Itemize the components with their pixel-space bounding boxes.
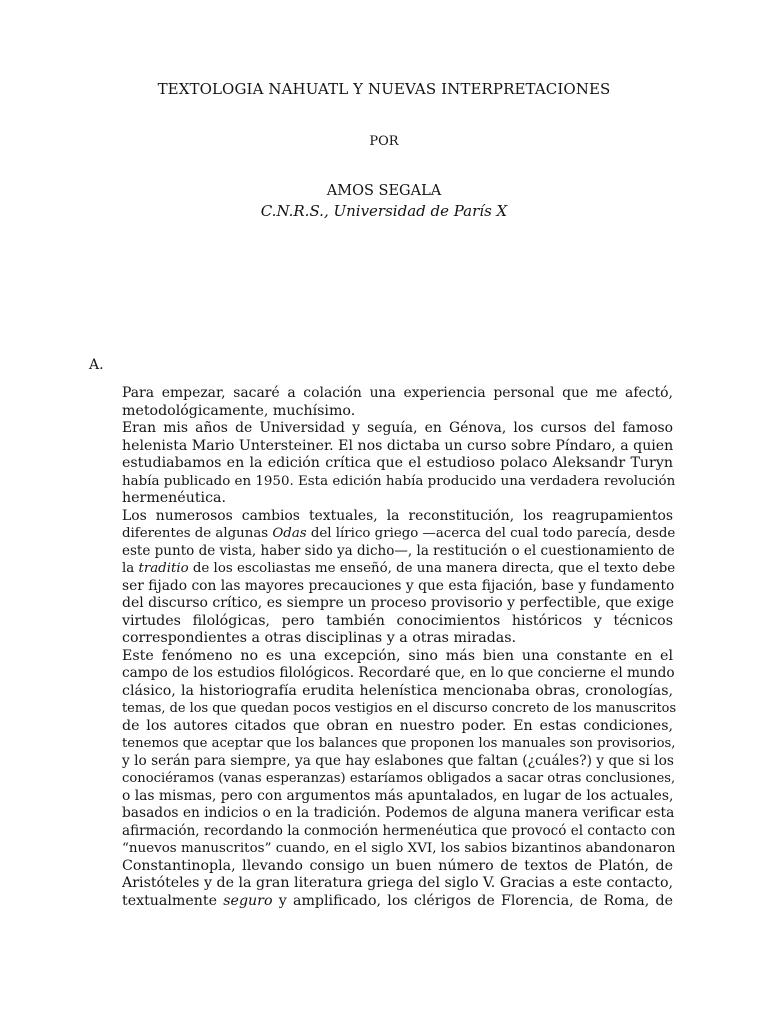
- text-line: clásico, la historiografía erudita helenística mencionaba obras, cronologías,: [122, 682, 673, 699]
- text-line: tenemos que aceptar que los balances que proponen los manuales son provisorios,: [122, 736, 676, 751]
- text-line: conociéramos (vanas esperanzas) estaríamos obligados a sacar otras conclusiones,: [122, 771, 676, 786]
- text-line: de los autores citados que obran en nuestro poder. En estas condiciones,: [122, 717, 673, 734]
- text-line: afirmación, recordando la conmoción hermenéutica que provocó el contacto con: [122, 822, 676, 839]
- italic-term: traditio: [138, 561, 189, 576]
- text-line: este punto de vista, haber sido ya dicho—, la restitución o el cuestionamiento de: [122, 542, 675, 559]
- italic-term: Odas: [272, 526, 307, 541]
- paragraph-2: [89, 420, 676, 508]
- text-run: la: [122, 561, 139, 576]
- text-run: diferentes de algunas: [122, 526, 273, 541]
- text-line: ser fijado con las mayores precauciones y que esta fijación, base y fundamento: [122, 577, 675, 594]
- author-name: AMOS SEGALA: [326, 183, 442, 199]
- text-line: Los numerosos cambios textuales, la reconstitución, los reagrupamientos: [122, 507, 673, 524]
- paragraph-4: [89, 647, 677, 911]
- text-line: Este fenómeno no es una excepción, sino más bien una constante en el: [122, 647, 673, 664]
- text-line: [89, 893, 673, 911]
- text-line: campo de los estudios filológicos. Recordaré que, en lo que concierne el mundo: [122, 665, 675, 681]
- text-line: hermenéutica.: [122, 490, 226, 506]
- text-line: correspondientes a otras disciplinas y a otras miradas.: [122, 630, 517, 646]
- text-line: Eran mis años de Universidad y seguía, en Génova, los cursos del famoso: [122, 420, 673, 436]
- text-line: estudiabamos en la edición crítica que el estudioso polaco Aleksandr Turyn: [122, 455, 673, 471]
- paragraph-1: [89, 385, 673, 420]
- text-line: o las mismas, pero con argumentos más apuntalados, en lugar de los actuales,: [122, 787, 674, 804]
- text-line: metodológicamente, muchísimo.: [122, 402, 356, 419]
- text-line: Aristóteles y de la gran literatura griega del siglo V. Gracias a este contacto,: [122, 875, 673, 891]
- text-line: [89, 560, 676, 578]
- text-line: Constantinopla, llevando consigo un buen número de textos de Platón, de: [122, 857, 673, 874]
- text-line: helenista Mario Untersteiner. El nos dictaba un curso sobre Píndaro, a quien: [122, 437, 674, 454]
- paragraph-3: [89, 507, 676, 648]
- author-affiliation: C.N.R.S., Universidad de París X: [260, 202, 508, 220]
- article-body: [89, 385, 677, 910]
- text-line: [89, 525, 676, 543]
- text-line: basados en indicios o en la tradición. Podemos de alguna manera verificar esta: [122, 805, 675, 821]
- text-line: virtudes filológicas, pero también conocimientos históricos y técnicos: [122, 612, 673, 629]
- article-title: TEXTOLOGIA NAHUATL Y NUEVAS INTERPRETACIONES: [157, 80, 611, 98]
- italic-term: seguro: [223, 892, 273, 909]
- text-line: Para empezar, sacaré a colación una experiencia personal que me afectó,: [122, 385, 673, 401]
- text-line: y lo serán para siempre, ya que hay eslabones que faltan (¿cuáles?) y que si los: [122, 752, 674, 769]
- text-run: de los escoliastas me enseñó, de una manera directa, que el texto debe: [188, 561, 676, 576]
- text-line: “nuevos manuscritos” cuando, en el siglo XVI, los sabios bizantinos abandonaron: [122, 841, 676, 856]
- text-run: del lírico griego —acerca del cual todo parecía, desde: [306, 526, 676, 541]
- text-line: temas, de los que quedan pocos vestigios en el discurso concreto de los manuscritos: [122, 701, 677, 716]
- section-label: A.: [89, 357, 104, 373]
- text-line: había publicado en 1950. Esta edición había producido una verdadera revolución: [122, 473, 676, 489]
- by-label: POR: [369, 134, 399, 149]
- text-run: y amplificado, los clérigos de Florencia, de Roma, de: [272, 892, 674, 909]
- text-line: del discurso crítico, es siempre un proceso provisorio y perfectible, que exige: [122, 595, 675, 611]
- text-run: textualmente: [122, 892, 224, 909]
